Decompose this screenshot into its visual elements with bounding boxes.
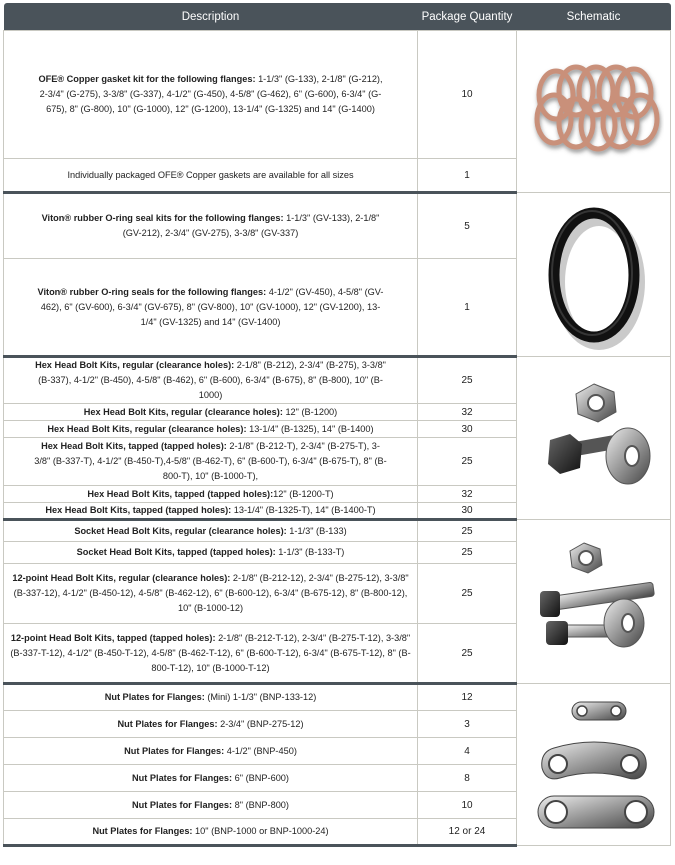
description-cell [4,193,418,259]
description-cell [4,520,418,542]
description-bold: Hex Head Bolt Kits, tapped (tapped holes): [45,505,232,515]
description-text: 2-1/8" (B-212), 2-3/4" (B-275), 3-3/8" (B-337), 4-1/2" (B-450), 4-5/8" (B-462), 6" (B-600), 6-3/4" (B-675), 8" (B-800), 10" (B-1000) [38,360,386,400]
description-text: 2-1/8" (B-212-12), 2-3/4" (B-275-12), 3-3/8" (B-337-12), 4-1/2" (B-450-12), 4-5/8" (B-462-12), 6" (B-600-12), 6-3/4" (B-675-12), 8" (B-800-12), 10" (B-1000-12) [13,573,409,613]
hex-bolt-kit-image [517,357,671,520]
quantity-cell: 12 or 24 [418,819,517,846]
nut-plate-illustration [524,690,664,840]
hex-bolt-illustration [524,378,664,498]
socket-bolt-kit-image [517,520,671,684]
quantity-cell: 30 [418,421,517,438]
description-cell [4,684,418,711]
quantity-cell: 10 [418,792,517,819]
description-cell [4,421,418,438]
description-bold: Nut Plates for Flanges: [132,799,233,810]
quantity-cell: 4 [418,738,517,765]
description-text: 2-3/4" (BNP-275-12) [217,718,304,729]
description-cell [4,438,418,486]
description-cell [4,404,418,421]
nut-plates-image [517,684,671,846]
quantity-cell: 1 [418,259,517,357]
description-cell [4,31,418,159]
quantity-cell: 25 [418,438,517,486]
table-row [4,520,671,542]
description-bold: 12-point Head Bolt Kits, tapped (tapped holes): [10,632,216,643]
description-bold: Viton® rubber O-ring seal kits for the following flanges: [41,213,284,223]
header-description: Description [4,3,418,31]
product-table [3,3,671,847]
header-quantity: Package Quantity [418,3,517,31]
quantity-cell: 32 [418,404,517,421]
quantity-cell: 3 [418,711,517,738]
copper-gaskets-image [517,31,671,193]
quantity-cell: 25 [418,357,517,404]
description-bold: Hex Head Bolt Kits, regular (clearance holes): [35,360,235,370]
table-row [4,684,671,711]
description-bold: Nut Plates for Flanges: [92,826,193,836]
description-text: 13-1/4" (B-1325-T), 14" (B-1400-T) [231,505,376,515]
description-text: 1-1/3" (B-133) [286,525,347,536]
quantity-cell: 1 [418,159,517,193]
description-text: 4-1/2" (GV-450), 4-5/8" (GV-462), 6" (GV-600), 6-3/4" (GV-675), 8" (GV-800), 10" (GV-1000), 12" (GV-1200), 13-1/4" (GV-1325) and 14" (GV-1400) [40,286,384,327]
description-cell [4,503,418,520]
description-cell: Individually packaged OFE® Copper gaskets are available for all sizes [4,159,418,193]
description-cell [4,486,418,503]
description-text: 10" (BNP-1000 or BNP-1000-24) [192,826,329,836]
o-ring-illustration [534,200,654,350]
description-cell [4,819,418,846]
description-bold: Hex Head Bolt Kits, tapped (tapped holes): [87,488,274,499]
table-row [4,193,671,259]
copper-gasket-illustration [524,57,664,167]
quantity-cell: 32 [418,486,517,503]
description-cell [4,792,418,819]
header-schematic: Schematic [517,3,671,31]
description-text: 2-1/8" (B-212-T), 2-3/4" (B-275-T), 3-3/8" (B-337-T), 4-1/2" (B-450-T),4-5/8" (B-462-T), 6" (B-600-T), 6-3/4" (B-675-T), 8" (B-800-T), 10" (B-1000-T), [34,441,387,481]
quantity-cell: 10 [418,31,517,159]
description-cell [4,542,418,564]
description-text: 6" (BNP-600) [232,772,289,783]
description-cell [4,259,418,357]
description-bold: Hex Head Bolt Kits, regular (clearance holes): [47,423,247,434]
description-text: 2-1/8" (B-212-T-12), 2-3/4" (B-275-T-12), 3-3/8" (B-337-T-12), 4-1/2" (B-450-T-12), 4-5/8" (B-462-T-12), 6" (B-600-T-12), 6-3/4" (B-675-T-12), 8" (B-800-T-12), 10" (B-1000-T-12) [10,632,411,673]
description-bold: Hex Head Bolt Kits, tapped (tapped holes): [41,441,227,451]
quantity-cell: 25 [418,520,517,542]
quantity-cell: 25 [418,542,517,564]
description-bold: Hex Head Bolt Kits, regular (clearance holes): [83,406,283,417]
description-text: 1-1/3" (G-133), 2-1/8" (G-212), 2-3/4" (G-275), 3-3/8" (G-337), 4-1/2" (G-450), 4-5/8" (G-462), 6" (G-600), 6-3/4" (G-675), 8" (G-800), 10" (G-1000), 12" (G-1200), 13-1/4" (G-1325) and 14" (G-1400) [39,74,383,114]
header-row [4,3,671,31]
description-text: 1-1/3" (GV-133), 2-1/8" (GV-212), 2-3/4" (GV-275), 3-3/8" (GV-337) [122,213,380,238]
description-text: 12" (B-1200) [282,406,338,417]
description-bold: Nut Plates for Flanges: [117,718,218,729]
quantity-cell: 12 [418,684,517,711]
quantity-cell: 25 [418,624,517,684]
description-text: 1-1/3" (B-133-T) [275,547,345,557]
description-bold: Nut Plates for Flanges: [104,692,205,702]
description-text: 13-1/4" (B-1325), 14" (B-1400) [246,423,374,434]
quantity-cell: 5 [418,193,517,259]
description-bold: Socket Head Bolt Kits, tapped (tapped holes): [76,547,276,557]
quantity-cell: 25 [418,564,517,624]
description-text: 4-1/2" (BNP-450) [224,745,297,756]
table-row [4,357,671,404]
description-cell [4,765,418,792]
description-bold: Viton® rubber O-ring seals for the following flanges: [37,286,267,297]
description-text: (Mini) 1-1/3" (BNP-133-12) [204,692,317,702]
quantity-cell: 8 [418,765,517,792]
description-cell [4,624,418,684]
description-bold: 12-point Head Bolt Kits, regular (clearance holes): [12,573,231,583]
description-bold: OFE® Copper gasket kit for the following flanges: [38,74,256,84]
table-row [4,31,671,159]
description-cell [4,738,418,765]
description-text: 8" (BNP-800) [232,799,289,810]
description-cell [4,711,418,738]
quantity-cell: 30 [418,503,517,520]
description-cell [4,357,418,404]
description-bold: Nut Plates for Flanges: [124,745,225,756]
description-bold: Socket Head Bolt Kits, regular (clearance holes): [74,525,287,536]
o-ring-image [517,193,671,357]
socket-bolt-illustration [524,537,664,667]
description-text: 12" (B-1200-T) [273,488,334,499]
description-bold: Nut Plates for Flanges: [132,772,233,783]
description-cell [4,564,418,624]
